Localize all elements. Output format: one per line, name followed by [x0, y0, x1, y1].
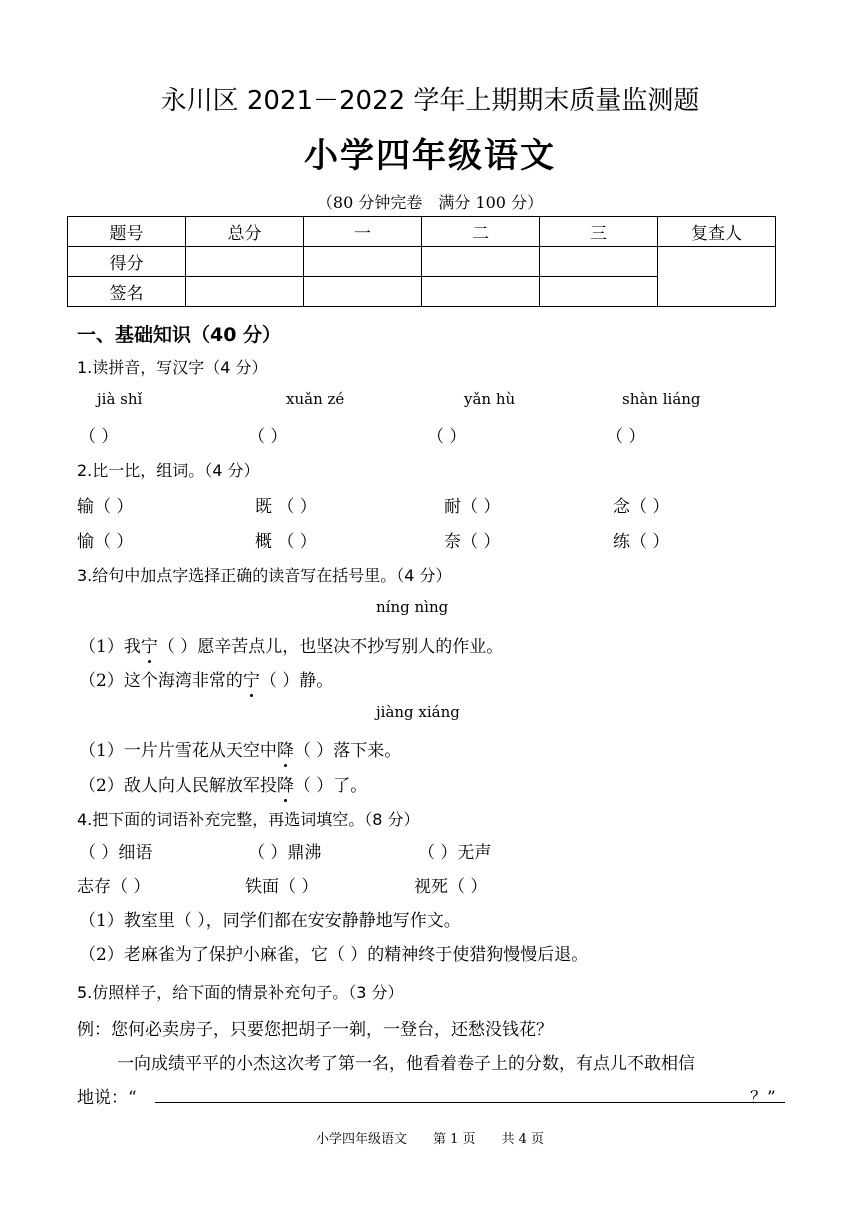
answer-bracket[interactable]: （ ）愿辛苦点儿，也坚决不抄写别人的作业。 [157, 637, 504, 657]
score-header-cell: 二 [422, 217, 540, 247]
compare-item[interactable]: 耐（ ） [444, 497, 501, 517]
dotted-character: 降 [276, 776, 294, 796]
answer-bracket[interactable]: （ ） [79, 427, 119, 447]
closing-quote: ？” [750, 1088, 776, 1108]
signature-cell[interactable] [186, 277, 304, 307]
idiom-blank[interactable]: （ ）鼎沸 [248, 843, 322, 863]
subject-title: 小学四年级语文 [304, 136, 556, 176]
answer-bracket[interactable]: （ ） [248, 427, 288, 447]
score-header-cell: 三 [540, 217, 658, 247]
score-header-cell: 题号 [68, 217, 186, 247]
compare-item[interactable]: 概 （ ） [255, 532, 317, 552]
pinyin-options: níng nìng [376, 598, 449, 616]
question-2-title: 2.比一比，组词。（4 分） [77, 461, 260, 480]
section-heading: 一、基础知识（40 分） [77, 324, 282, 346]
question-3-title: 3.给句中加点字选择正确的读音写在括号里。（4 分） [77, 566, 452, 585]
prompt-text: 一向成绩平平的小杰这次考了第一名，他看着卷子上的分数，有点儿不敢相信 [117, 1054, 695, 1074]
example-sentence: 例：您何必卖房子，只要您把胡子一剃，一登台，还愁没钱花？ [77, 1020, 553, 1040]
score-row [68, 247, 776, 277]
sentence: （1）一片片雪花从天空中降（ ）落下来。 [79, 741, 402, 761]
signature-cell[interactable] [422, 277, 540, 307]
fill-sentence[interactable]: （1）教室里（ ），同学们都在安安静静地写作文。 [79, 911, 461, 931]
answer-bracket[interactable]: （ ）了。 [293, 776, 368, 796]
dotted-character: 降 [276, 741, 294, 761]
compare-item[interactable]: 练（ ） [613, 532, 670, 552]
compare-item[interactable]: 既 （ ） [255, 497, 317, 517]
score-header-cell: 一 [304, 217, 422, 247]
pinyin-3: yǎn hù [464, 390, 516, 408]
idiom-blank[interactable]: （ ）无声 [418, 843, 492, 863]
dotted-character: 宁 [140, 637, 158, 657]
score-cell[interactable] [422, 247, 540, 277]
pinyin-1: jià shǐ [97, 390, 143, 408]
score-header-cell: 总分 [186, 217, 304, 247]
score-cell[interactable] [540, 247, 658, 277]
idiom-blank[interactable]: 视死（ ） [414, 877, 488, 897]
fill-sentence[interactable]: （2）老麻雀为了保护小麻雀，它（ ）的精神终于使猎狗慢慢后退。 [79, 945, 589, 965]
pinyin-2: xuǎn zé [286, 390, 345, 408]
score-header-cell: 复查人 [658, 217, 776, 247]
pinyin-4: shàn liáng [622, 390, 701, 408]
question-1-title: 1.读拼音，写汉字（4 分） [77, 358, 268, 377]
sentence: （2）这个海湾非常的宁（ ）静。 [79, 671, 334, 691]
prompt-text: 地说：“ [77, 1088, 137, 1108]
answer-bracket[interactable]: （ ） [427, 427, 467, 447]
exam-title: 永川区 2021－2022 学年上期期末质量监测题 [160, 86, 700, 116]
score-row-label: 得分 [68, 247, 186, 277]
exam-info: （80 分钟完卷 满分 100 分） [316, 193, 544, 212]
page-footer: 小学四年级语文 第 1 页 共 4 页 [315, 1132, 545, 1147]
sentence: （1）我宁（ ）愿辛苦点儿，也坚决不抄写别人的作业。 [79, 637, 504, 657]
reviewer-cell[interactable] [658, 247, 776, 307]
question-4-title: 4.把下面的词语补充完整，再选词填空。（8 分） [77, 810, 420, 829]
answer-bracket[interactable]: （ ） [606, 427, 646, 447]
idiom-blank[interactable]: 铁面（ ） [245, 877, 319, 897]
answer-bracket[interactable]: （ ）静。 [259, 671, 334, 691]
score-table-header-row [68, 217, 776, 247]
answer-line[interactable] [155, 1102, 785, 1103]
score-table [67, 216, 776, 307]
answer-bracket[interactable]: （ ）落下来。 [293, 741, 402, 761]
signature-row-label: 签名 [68, 277, 186, 307]
pinyin-options: jiàng xiáng [376, 703, 460, 721]
compare-item[interactable]: 念（ ） [613, 497, 670, 517]
score-cell[interactable] [186, 247, 304, 277]
idiom-blank[interactable]: 志存（ ） [77, 877, 151, 897]
score-cell[interactable] [304, 247, 422, 277]
sentence: （2）敌人向人民解放军投降（ ）了。 [79, 776, 368, 796]
question-5-title: 5.仿照样子，给下面的情景补充句子。（3 分） [77, 983, 404, 1002]
signature-cell[interactable] [304, 277, 422, 307]
dotted-character: 宁 [242, 671, 260, 691]
compare-item[interactable]: 愉（ ） [77, 532, 134, 552]
signature-cell[interactable] [540, 277, 658, 307]
compare-item[interactable]: 输（ ） [77, 497, 134, 517]
compare-item[interactable]: 奈（ ） [444, 532, 501, 552]
idiom-blank[interactable]: （ ）细语 [79, 843, 153, 863]
